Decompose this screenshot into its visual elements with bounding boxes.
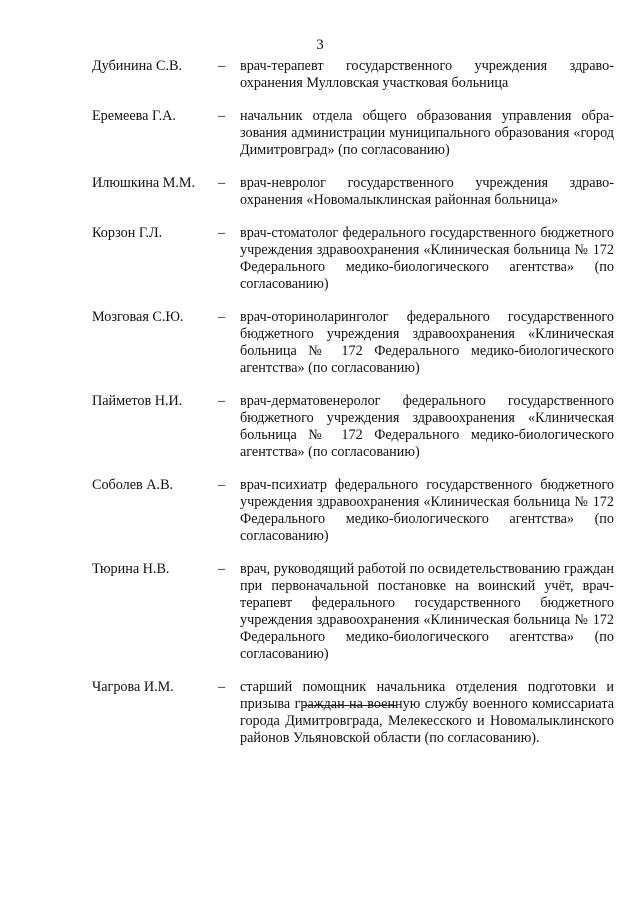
- member-name: Чагрова И.М.: [92, 679, 174, 695]
- member-position: врач-невролог государственного учреждения здравоохранения «Новомалыклинская районная больница»: [240, 175, 614, 208]
- member-name: Корзон Г.Л.: [92, 225, 163, 241]
- member-name: Пайметов Н.И.: [92, 393, 183, 409]
- dash-separator: –: [218, 561, 226, 577]
- member-position: врач, руководящий работой по освидетельствованию граждан при первоначальной постановке на воинский учёт, врач-терапевт федерального государственного бюджетного учреждения здравоохранения «Клиническая больница № 172 Федерального медико-биологического агентства» (по согласованию): [240, 561, 614, 662]
- end-divider: [303, 705, 396, 706]
- list-item: [92, 58, 614, 92]
- page-number: 3: [316, 37, 324, 53]
- member-name: Тюрина Н.В.: [92, 561, 170, 577]
- member-name: Дубинина С.В.: [92, 58, 183, 74]
- member-position: старший помощник начальника отделения подготовки и призыва граждан на военную службу военного комиссариата города Димитровграда, Мелекесского и Новомалыклинского районов Ульяновской области (по согласованию).: [240, 679, 614, 746]
- member-position: начальник отдела общего образования управления образования администрации муниципального образования «город Димитровград» (по согласованию): [240, 108, 614, 158]
- member-name: Илюшкина М.М.: [92, 175, 196, 191]
- member-position: врач-терапевт государственного учреждения здравоохранения Мулловская участковая больница: [240, 58, 614, 91]
- list-item: [92, 225, 614, 293]
- dash-separator: –: [218, 679, 226, 695]
- dash-separator: –: [218, 477, 226, 493]
- dash-separator: –: [218, 309, 226, 325]
- member-position: врач-стоматолог федерального государственного бюджетного учреждения здравоохранения «Клиническая больница № 172 Федерального медико-биологического агентства» (по согласованию): [240, 225, 614, 292]
- member-name: Еремеева Г.А.: [92, 108, 176, 124]
- member-name: Соболев А.В.: [92, 477, 174, 493]
- dash-separator: –: [218, 175, 226, 191]
- member-name: Мозговая С.Ю.: [92, 309, 184, 325]
- dash-separator: –: [218, 393, 226, 409]
- dash-separator: –: [218, 108, 226, 124]
- dash-separator: –: [218, 225, 226, 241]
- dash-separator: –: [218, 58, 226, 74]
- member-position: врач-психиатр федерального государственного бюджетного учреждения здравоохранения «Клиническая больница № 172 Федерального медико-биологического агентства» (по согласованию): [240, 477, 614, 544]
- list-item: [92, 393, 614, 461]
- list-item: [92, 477, 614, 545]
- list-item: [92, 175, 614, 209]
- member-position: врач-дерматовенеролог федерального государственного бюджетного учреждения здравоохранения «Клиническая больница № 172 Федерального медико-биологического агентства» (по согласованию): [240, 393, 614, 460]
- list-item: [92, 561, 614, 663]
- list-item: [92, 309, 614, 377]
- list-item: [92, 679, 614, 747]
- list-item: [92, 108, 614, 159]
- member-position: врач-оториноларинголог федерального государственного бюджетного учреждения здравоохранения «Клиническая больница № 172 Федерального медико-биологического агентства» (по согласованию): [240, 309, 614, 376]
- member-list: [92, 58, 614, 763]
